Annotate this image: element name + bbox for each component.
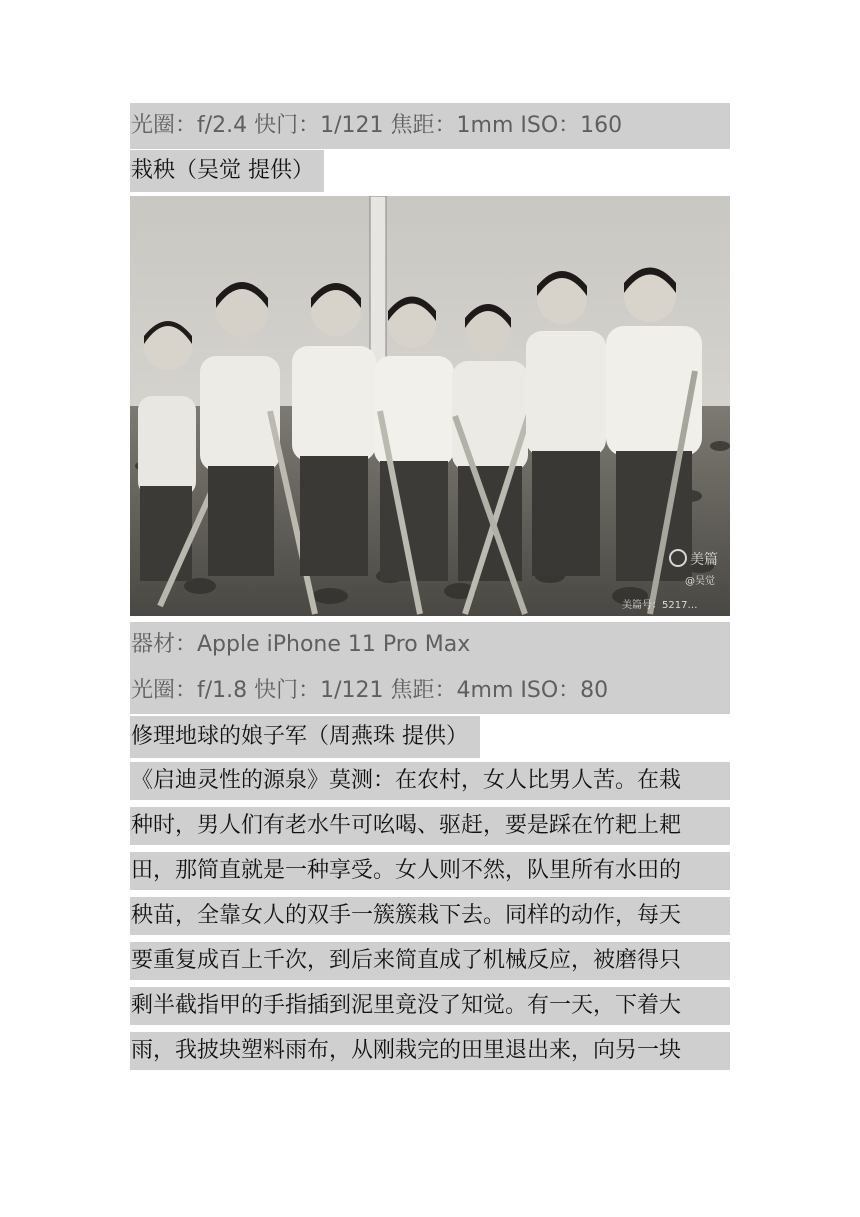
photo-pole <box>370 196 386 366</box>
photo-caption: 修理地球的娘子军（周燕珠 提供） <box>130 716 480 758</box>
article-line: 种时，男人们有老水牛可吆喝、驱赶，要是踩在竹耙上耙 <box>130 807 730 845</box>
article-line: 雨，我披块塑料雨布，从刚栽完的田里退出来，向另一块 <box>130 1032 730 1070</box>
photo-settings: 光圈：f/1.8 快门：1/121 焦距：4mm ISO：80 <box>130 668 730 714</box>
article-line: 剩半截指甲的手指插到泥里竟没了知觉。有一天，下着大 <box>130 987 730 1025</box>
photo-settings-top: 光圈：f/2.4 快门：1/121 焦距：1mm ISO：160 <box>130 103 730 149</box>
watermark-brand: 美篇 <box>690 552 718 568</box>
photo-illustration <box>130 196 730 616</box>
article-line: 秧苗，全靠女人的双手一簇簇栽下去。同样的动作，每天 <box>130 897 730 935</box>
article-line: 《启迪灵性的源泉》莫测：在农村，女人比男人苦。在栽 <box>130 762 730 800</box>
photo-device: 器材：Apple iPhone 11 Pro Max <box>130 622 730 668</box>
watermark-id: 美篇号：5217… <box>622 600 698 611</box>
article-line: 田，那简直就是一种享受。女人则不然，队里所有水田的 <box>130 852 730 890</box>
photo-caption-top: 栽秧（吴觉 提供） <box>130 150 324 192</box>
watermark-handle: @吴觉 <box>685 576 715 587</box>
historical-photo <box>130 196 730 616</box>
article-line: 要重复成百上千次，到后来简直成了机械反应，被磨得只 <box>130 942 730 980</box>
